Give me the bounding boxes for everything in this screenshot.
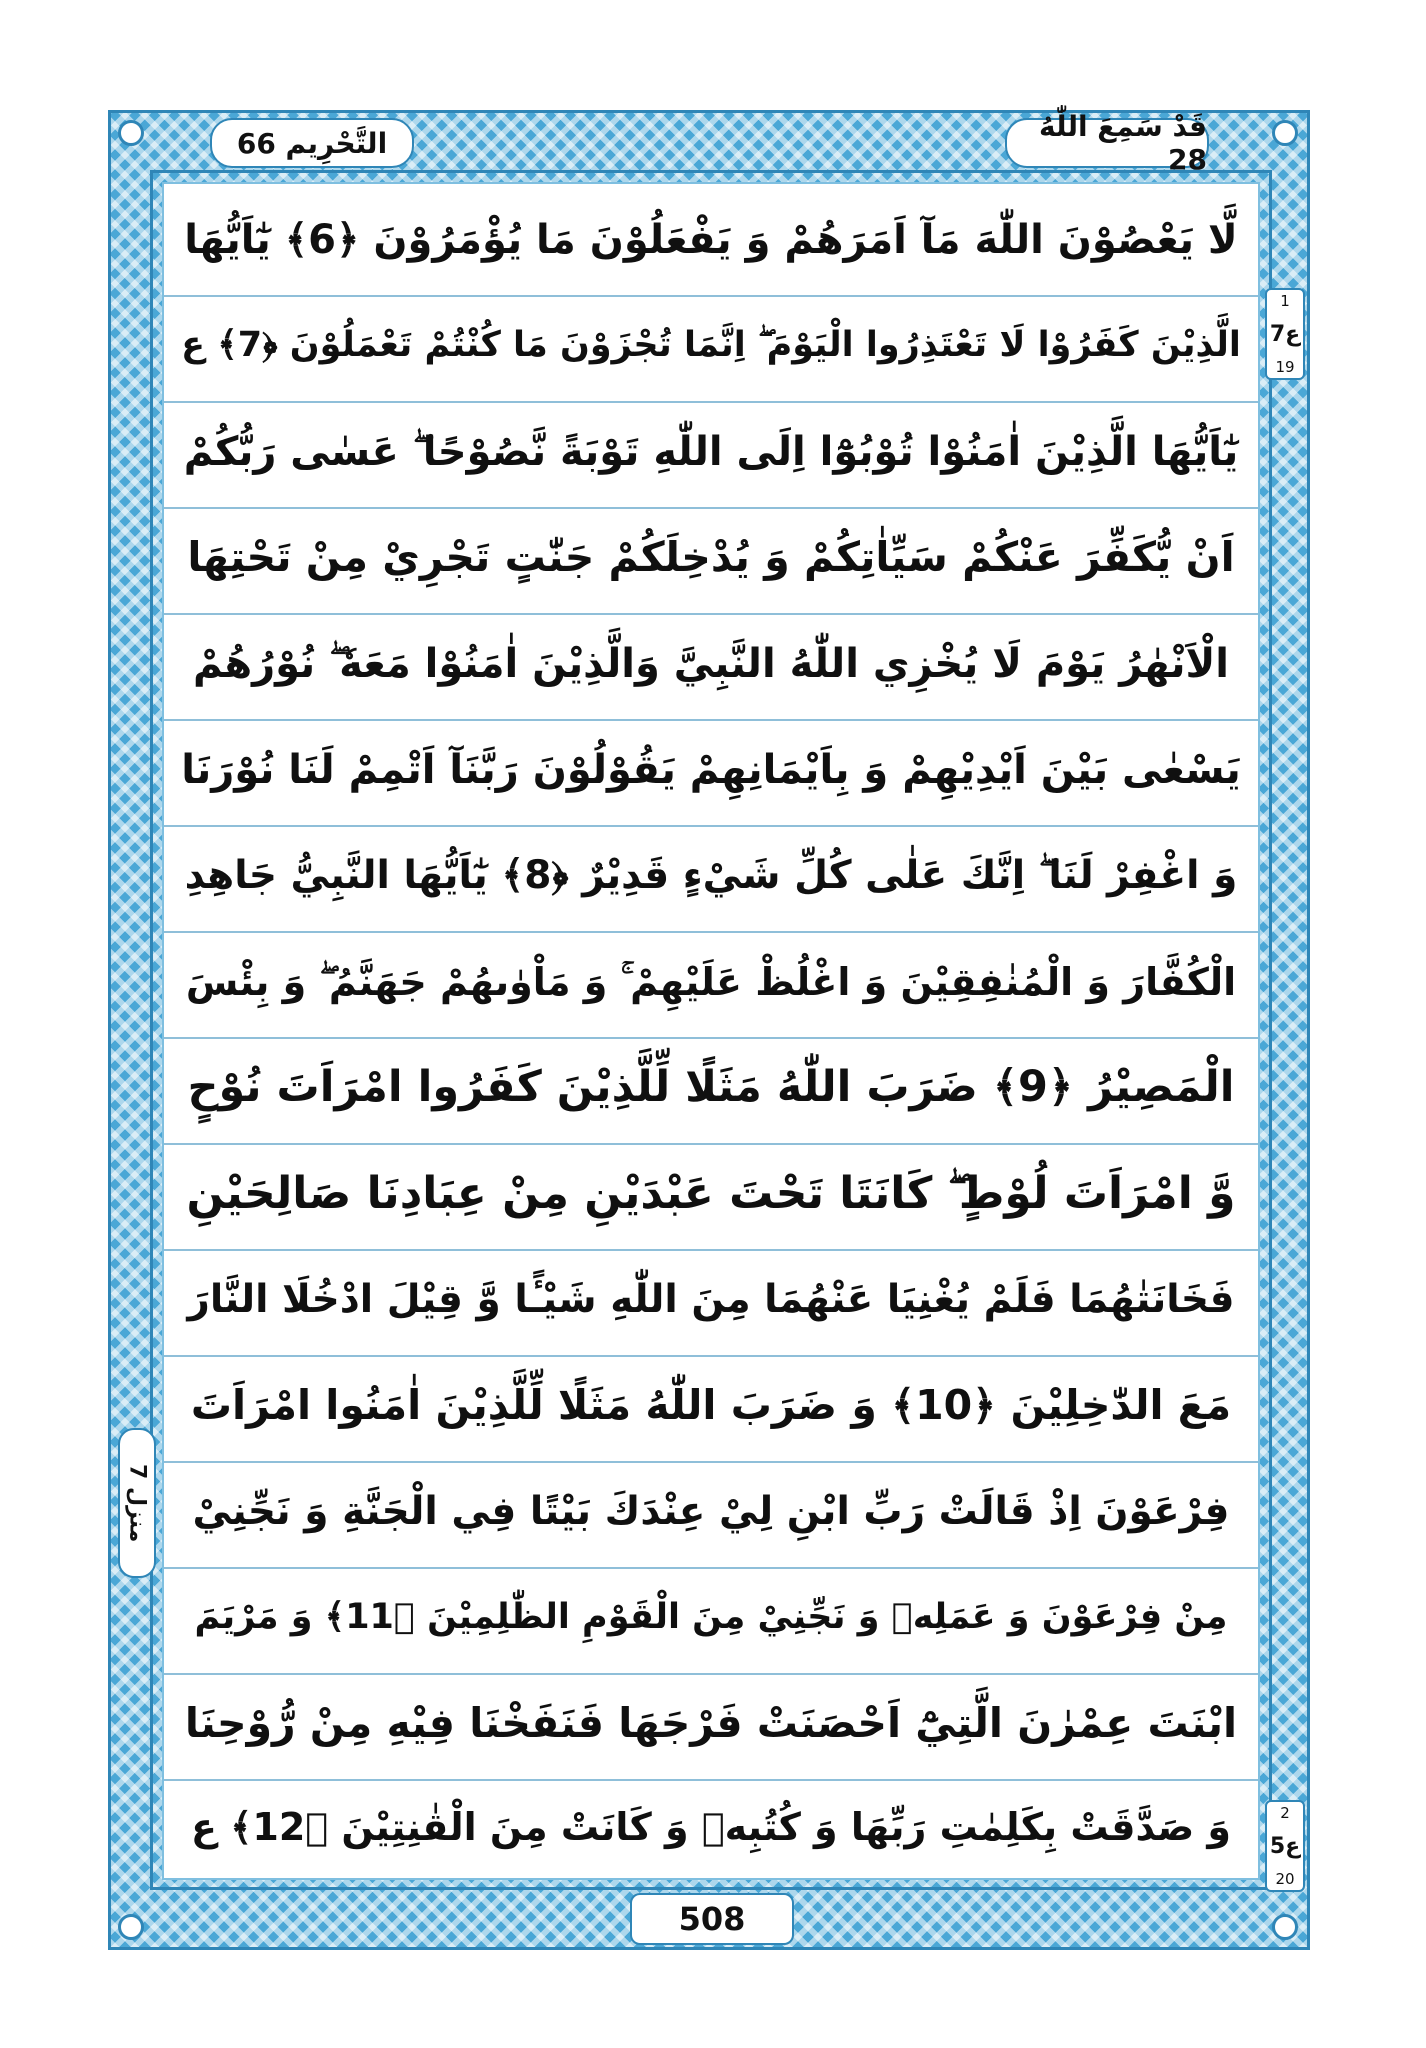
- ruku-symbol: ع7: [1269, 321, 1301, 347]
- text-line: [164, 1350, 1258, 1463]
- text-line: [164, 1032, 1258, 1145]
- text-line: [164, 290, 1258, 403]
- text-line: [164, 1138, 1258, 1251]
- text-panel: [162, 182, 1260, 1880]
- ruku-symbol: ع5: [1269, 1833, 1301, 1859]
- ruku-top-number: 1: [1280, 292, 1290, 310]
- verse-text: وَّ امْرَاَتَ لُوْطٍ ۖ كَانَتَا تَحْتَ عَبْدَيْنِ مِنْ عِبَادِنَا صَالِحَيْنِ: [186, 1167, 1236, 1219]
- corner-ornament-icon: [1272, 120, 1298, 146]
- manzil-label: منزل 7: [124, 1463, 150, 1543]
- verse-text: لَّا يَعْصُوْنَ اللّٰهَ مَآ اَمَرَهُمْ وَ يَفْعَلُوْنَ مَا يُؤْمَرُوْنَ ﴿6﴾ يٰٓاَيُّهَا: [184, 216, 1238, 263]
- text-line: [164, 184, 1258, 297]
- verse-text: ابْنَتَ عِمْرٰنَ الَّتِيْٓ اَحْصَنَتْ فَرْجَهَا فَنَفَخْنَا فِيْهِ مِنْ رُّوْحِنَا: [184, 1699, 1238, 1747]
- verse-text: الْكُفَّارَ وَ الْمُنٰفِقِيْنَ وَ اغْلُظْ عَلَيْهِمْ ۚ وَ مَاْوٰىهُمْ جَهَنَّمُ ۖ وَ بِئْسَ: [185, 959, 1237, 1004]
- text-line: [164, 1774, 1258, 1880]
- text-line: [164, 926, 1258, 1039]
- verse-text: يٰٓاَيُّهَا الَّذِيْنَ اٰمَنُوْا تُوْبُوْٓا اِلَى اللّٰهِ تَوْبَةً نَّصُوْحًا ۖ عَسٰى رَبُّكُمْ: [183, 428, 1239, 475]
- verse-text: وَ اغْفِرْ لَنَا ۖ اِنَّكَ عَلٰى كُلِّ شَيْءٍ قَدِيْرٌ ﴿8﴾ يٰٓاَيُّهَا النَّبِيُّ جَاهِدِ: [184, 853, 1238, 898]
- verse-text: يَسْعٰى بَيْنَ اَيْدِيْهِمْ وَ بِاَيْمَانِهِمْ يَقُوْلُوْنَ رَبَّنَآ اَتْمِمْ لَنَا نُوْرَنَا: [181, 746, 1241, 793]
- corner-ornament-icon: [118, 120, 144, 146]
- text-line: [164, 714, 1258, 827]
- verse-text: فِرْعَوْنَ اِذْ قَالَتْ رَبِّ ابْنِ لِيْ عِنْدَكَ بَيْتًا فِي الْجَنَّةِ وَ نَجِّنِيْ: [192, 1489, 1230, 1534]
- ruku-bottom-number: 20: [1275, 1870, 1295, 1888]
- page-number: 508: [630, 1893, 794, 1945]
- verse-text: مَعَ الدّٰخِلِيْنَ ﴿10﴾ وَ ضَرَبَ اللّٰهُ مَثَلًا لِّلَّذِيْنَ اٰمَنُوا امْرَاَتَ: [190, 1381, 1232, 1429]
- ruku-bottom-number: 19: [1275, 358, 1295, 376]
- verse-text: الْاَنْهٰرُ يَوْمَ لَا يُخْزِي اللّٰهُ النَّبِيَّ وَالَّذِيْنَ اٰمَنُوْا مَعَهٗ ۖ نُوْرُهُمْ: [192, 640, 1230, 687]
- verse-text: اَنْ يُّكَفِّرَ عَنْكُمْ سَيِّاٰتِكُمْ وَ يُدْخِلَكُمْ جَنّٰتٍ تَجْرِيْ مِنْ تَحْتِهَا: [187, 533, 1235, 581]
- text-line: [164, 1456, 1258, 1569]
- manzil-marker: [118, 1428, 156, 1578]
- verse-text: الْمَصِيْرُ ﴿9﴾ ضَرَبَ اللّٰهُ مَثَلًا لِّلَّذِيْنَ كَفَرُوا امْرَاَتَ نُوْحٍ: [187, 1062, 1235, 1112]
- text-line: [164, 820, 1258, 933]
- verse-text: الَّذِيْنَ كَفَرُوْا لَا تَعْتَذِرُوا الْيَوْمَ ۖ اِنَّمَا تُجْزَوْنَ مَا كُنْتُمْ تَعْمَلُوْنَ ﴿7﴾ ع: [181, 325, 1241, 365]
- corner-ornament-icon: [118, 1914, 144, 1940]
- text-line: [164, 1562, 1258, 1675]
- text-line: [164, 1668, 1258, 1781]
- surah-title: التَّحْرِيم 66: [210, 118, 414, 168]
- ruku-marker: [1265, 1800, 1305, 1892]
- text-line: [164, 502, 1258, 615]
- ruku-marker: [1265, 288, 1305, 380]
- verse-text: وَ صَدَّقَتْ بِكَلِمٰتِ رَبِّهَا وَ كُتُبِهٖ وَ كَانَتْ مِنَ الْقٰنِتِيْنَ ﴿12﴾ ع: [190, 1805, 1232, 1849]
- text-line: [164, 396, 1258, 509]
- verse-text: مِنْ فِرْعَوْنَ وَ عَمَلِهٖ وَ نَجِّنِيْ مِنَ الْقَوْمِ الظّٰلِمِيْنَ ﴿11﴾ وَ مَرْيَمَ: [194, 1597, 1228, 1637]
- juz-title: قَدْ سَمِعَ اللّٰهُ 28: [1005, 118, 1209, 168]
- text-line: [164, 608, 1258, 721]
- text-line: [164, 1244, 1258, 1357]
- corner-ornament-icon: [1272, 1914, 1298, 1940]
- verse-text: فَخَانَتٰهُمَا فَلَمْ يُغْنِيَا عَنْهُمَا مِنَ اللّٰهِ شَيْـًٔا وَّ قِيْلَ ادْخُلَا النَّارَ: [187, 1277, 1235, 1322]
- ruku-top-number: 2: [1280, 1804, 1290, 1822]
